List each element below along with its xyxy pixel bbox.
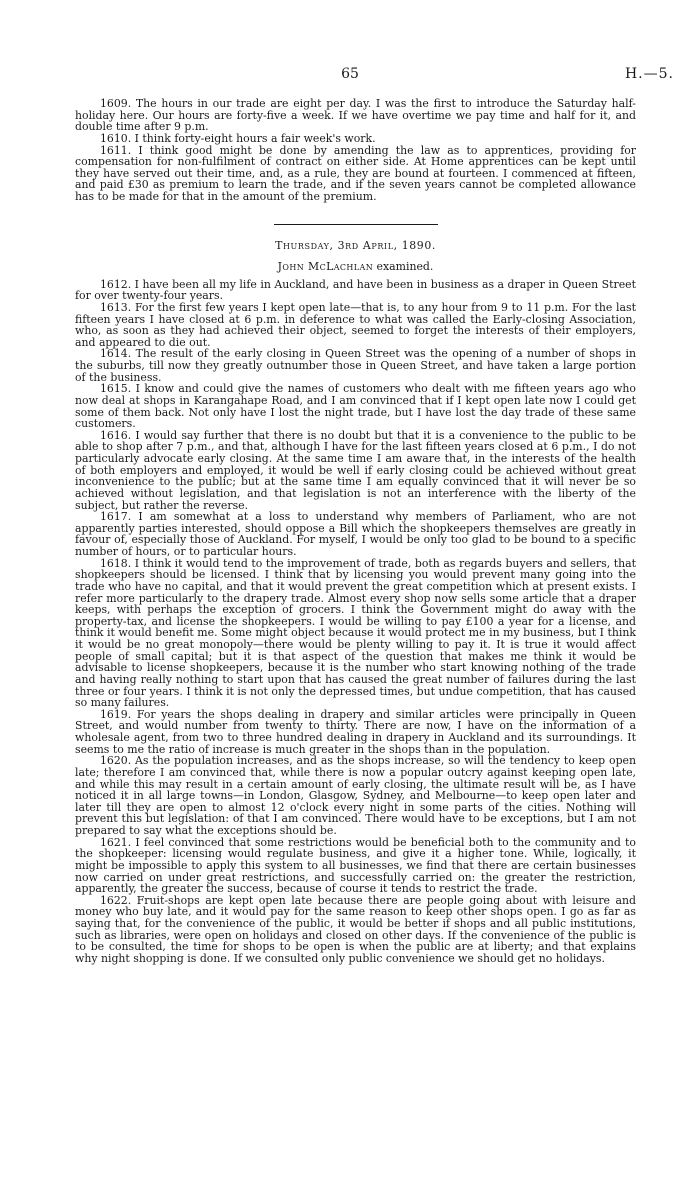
paragraph-1610: 1610. I think forty-eight hours a fair week's work.	[100, 131, 376, 145]
paragraph-1620: 1620. As the population increases, and as the shops increase, so will the tendency to keep open late; therefore I am convinced that, while there is now a popular outcry against keeping open late, and while this may result in a certain amount of early closing, the ultimate result will be, as I have noticed it in all large towns—in London, Glasgow, Sydney, and Melbourne—to keep open later and later till they are open to almost 12 o'clock every night in some parts of the cities. Nothing will prevent this but legislation: of that I am convinced. There would have to be exceptions, but I am not prepared to say what the exceptions should be.	[75, 754, 636, 837]
testimony-continued	[75, 98, 636, 203]
paragraph-1612: 1612. I have been all my life in Auckland, and have been in business as a draper in Queen Street for over twenty-four years.	[75, 277, 636, 303]
witness-name: John McLachlan	[277, 259, 374, 273]
paragraph-1622: 1622. Fruit-shops are kept open late because there are people going about with leisure and money who buy late, and it would pay for the same reason to keep other shops open. I go as far as saying that, for the convenience of the public, it would be better if shops and all public institutions, such as libraries, were open on holidays and closed on other days. If the convenience of the public is to be consulted, the time for shops to be open is when the public are at liberty; and that explains why night shopping is done. If we consulted only public convenience we should get no holidays.	[75, 893, 636, 965]
witness-examined: examined.	[373, 259, 434, 273]
testimony-mclachlan	[75, 279, 636, 965]
paragraph-1609: 1609. The hours in our trade are eight per day. I was the first to introduce the Saturday half-holiday here. Our hours are forty-five a week. If we have overtime we pay time and half for it, and double time after 9 p.m.	[75, 97, 636, 134]
page-number: 65	[341, 66, 359, 82]
witness-heading	[75, 260, 636, 273]
series-code: H.—5.	[624, 66, 674, 82]
section-divider	[274, 224, 438, 225]
document-body	[75, 98, 636, 965]
paragraph-1619: 1619. For years the shops dealing in drapery and similar articles were principally in Queen Street, and would number from twenty to thirty. There are now, I have on the information of a wholesale agent, from two to three hundred dealing in drapery in Auckland and its surroundings. It seems to me the ratio of increase is much greater in the shops than in the population.	[75, 707, 636, 756]
paragraph-1613: 1613. For the first few years I kept open late—that is, to any hour from 9 to 11 p.m. For the last fifteen years I have closed at 6 p.m. in deference to what was called the Early-closing Association, who, as soon as they had achieved their object, seemed to forget the interests of their employers, and appeared to die out.	[75, 300, 636, 349]
paragraph-1614: 1614. The result of the early closing in Queen Street was the opening of a number of shops in the suburbs, till now they greatly outnumber those in Queen Street, and have taken a large portion of the business.	[75, 347, 636, 384]
paragraph-1618: 1618. I think it would tend to the improvement of trade, both as regards buyers and sellers, that shopkeepers should be licensed. I think that by licensing you would prevent many going into the trade who have no capital, and that it would prevent the great competition which at present exists. I refer more particularly to the drapery trade. Almost every shop now sells some article that a draper keeps, with perhaps the exception of grocers. I think the Government might do away with the property-tax, and license the shopkeepers. I would be willing to pay £100 a year for a license, and think it would benefit me. Some might object because it would protect me in my business, but I think it would be no great monopoly—there would be plenty willing to pay it. It is true it would affect people of small capital; but it is that aspect of the question that makes me think it would be advisable to license shopkeepers, because it is the number who start knowing nothing of the trade and having really nothing to start upon that has caused the great number of failures during the last three or four years. I think it is not only the depressed times, but undue competition, that has caused so many failures.	[75, 556, 636, 710]
date-heading: Thursday, 3rd April, 1890.	[275, 238, 436, 252]
paragraph-1617: 1617. I am somewhat at a loss to understand why members of Parliament, who are not apparently parties interested, should oppose a Bill which the shopkeepers themselves are greatly in favour of, especially those of Auckland. For myself, I would be only too glad to be bound to a specific number of hours, or to particular hours.	[75, 510, 636, 558]
paragraph-1615: 1615. I know and could give the names of customers who dealt with me fifteen years ago who now deal at shops in Karangahape Road, and I am convinced that if I kept open late now I could get some of them back. Not only have I lost the night trade, but I have lost the day trade of these same customers.	[75, 382, 636, 431]
paragraph-1611: 1611. I think good might be done by amending the law as to apprentices, providing for compensation for non-fulfilment of contract on either side. At Home apprentices can be kept until they have served out their time, and, as a rule, they are bound at fourteen. I commenced at fifteen, and paid £30 as premium to learn the trade, and if the seven years cannot be completed allowance has to be made for that in the amount of the premium.	[75, 143, 636, 203]
paragraph-1621: 1621. I feel convinced that some restrictions would be beneficial both to the community and to the shopkeeper: licensing would regulate business, and give it a higher tone. While, logically, it might be impossible to apply this system to all businesses, we find that there are certain businesses now carried on under great restrictions, and successfully carried on: the greater the restriction, apparently, the greater the success, because of course it tends to restrict the trade.	[75, 835, 636, 896]
paragraph-1616: 1616. I would say further that there is no doubt but that it is a convenience to the public to be able to shop after 7 p.m., and that, although I have for the last fifteen years closed at 6 p.m., I do not particularly advocate early closing. At the same time I am aware that, in the interests of the health of both employers and employed, it would be well if early closing could be achieved without great inconvenience to the public; but at the same time I am equally convinced that it will never be so achieved without legislation, and that legislation is not an interference with the liberty of the subject, but rather the reverse.	[75, 428, 636, 512]
